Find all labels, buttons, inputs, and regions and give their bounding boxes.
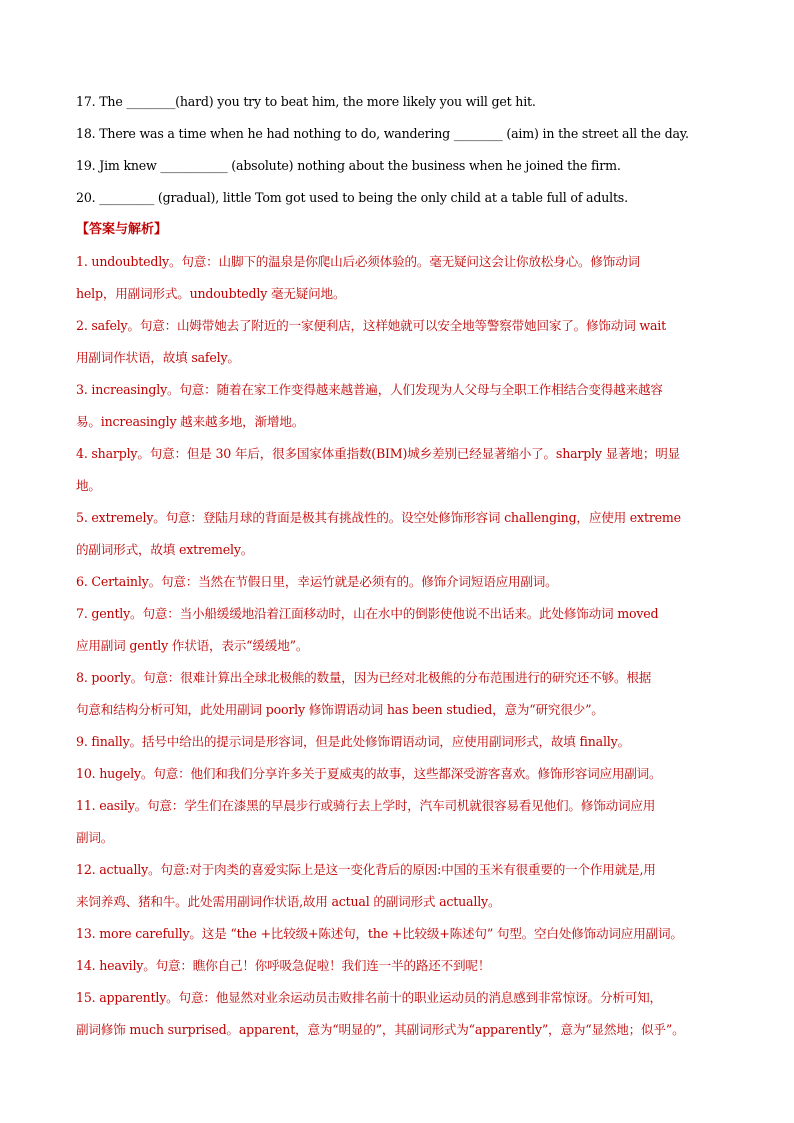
answer-line: help，用副词形式。undoubtedly 毫无疑问地。	[76, 286, 346, 301]
answer-line: 副词。	[76, 830, 114, 845]
answer-item-9	[76, 726, 718, 758]
answer-line: 地。	[76, 478, 101, 493]
answer-line: 应用副词 gently 作状语，表示“缓缓地”。	[76, 638, 309, 653]
answer-item-8	[76, 662, 718, 726]
answer-line: 用副词作状语，故填 safely。	[76, 350, 240, 365]
question-19: 19. Jim knew ___________ (absolute) nothing about the business when he joined the firm.	[76, 158, 621, 173]
answer-line: 副词修饰 much surprised。apparent，意为“明显的”，其副词形式为“apparently”，意为“显然地；似乎”。	[76, 1022, 685, 1037]
answer-line: 9. finally。括号中给出的提示词是形容词，但是此处修饰谓语动词，应使用副词形式，故填 finally。	[76, 734, 630, 749]
question-18: 18. There was a time when he had nothing to do, wandering ________ (aim) in the street all the day.	[76, 126, 689, 141]
answer-item-15	[76, 982, 718, 1046]
answer-item-7	[76, 598, 718, 662]
answer-line: 6. Certainly。句意：当然在节假日里，幸运竹就是必须有的。修饰介词短语应用副词。	[76, 574, 558, 589]
answer-line: 的副词形式，故填 extremely。	[76, 542, 254, 557]
answer-item-2	[76, 310, 718, 374]
answer-line: 12. actually。句意:对于肉类的喜爱实际上是这一变化背后的原因:中国的玉米有很重要的一个作用就是,用	[76, 862, 656, 877]
answer-line: 4. sharply。句意：但是 30 年后，很多国家体重指数(BIM)城乡差别已经显著缩小了。sharply 显著地；明显	[76, 446, 680, 461]
question-list	[76, 86, 718, 214]
answer-item-3	[76, 374, 718, 438]
answer-list	[76, 246, 718, 1046]
answer-line: 易。increasingly 越来越多地，渐增地。	[76, 414, 305, 429]
answer-item-1	[76, 246, 718, 310]
answer-line: 14. heavily。句意：瞧你自己！你呼吸急促啦！我们连一半的路还不到呢！	[76, 958, 491, 973]
answer-item-4	[76, 438, 718, 502]
question-17: 17. The ________(hard) you try to beat him, the more likely you will get hit.	[76, 94, 536, 109]
answer-line: 来饲养鸡、猪和牛。此处需用副词作状语,故用 actual 的副词形式 actually。	[76, 894, 501, 909]
answer-item-13	[76, 918, 718, 950]
answer-line: 11. easily。句意：学生们在漆黑的早晨步行或骑行去上学时，汽车司机就很容易看见他们。修饰动词应用	[76, 798, 656, 813]
answer-line: 5. extremely。句意：登陆月球的背面是极其有挑战性的。设空处修饰形容词 challenging，应使用 extreme	[76, 510, 681, 525]
answer-item-12	[76, 854, 718, 918]
answer-item-10	[76, 758, 718, 790]
answer-line: 15. apparently。句意：他显然对业余运动员击败排名前十的职业运动员的消息感到非常惊讶。分析可知，	[76, 990, 662, 1005]
answer-line: 8. poorly。句意：很难计算出全球北极熊的数量，因为已经对北极熊的分布范围进行的研究还不够。根据	[76, 670, 652, 685]
answer-line: 7. gently。句意：当小船缓缓地沿着江面移动时，山在水中的倒影使他说不出话来。此处修饰动词 moved	[76, 606, 659, 621]
answer-item-14	[76, 950, 718, 982]
answer-line: 10. hugely。句意：他们和我们分享许多关于夏威夷的故事，这些都深受游客喜欢。修饰形容词应用副词。	[76, 766, 662, 781]
answer-line: 句意和结构分析可知，此处用副词 poorly 修饰谓语动词 has been studied，意为“研究很少”。	[76, 702, 604, 717]
answer-line: 2. safely。句意：山姆带她去了附近的一家便利店，这样她就可以安全地等警察带她回家了。修饰动词 wait	[76, 318, 666, 333]
answer-heading: 【答案与解析】	[76, 222, 168, 237]
answer-item-6	[76, 566, 718, 598]
answer-line: 13. more carefully。这是 “the +比较级+陈述句，the +比较级+陈述句” 句型。空白处修饰动词应用副词。	[76, 926, 683, 941]
answer-line: 1. undoubtedly。句意：山脚下的温泉是你爬山后必须体验的。毫无疑问这会让你放松身心。修饰动词	[76, 254, 640, 269]
question-20: 20. _________ (gradual), little Tom got used to being the only child at a table full of adults.	[76, 190, 628, 205]
answer-line: 3. increasingly。句意：随着在家工作变得越来越普遍，人们发现为人父母与全职工作相结合变得越来越容	[76, 382, 663, 397]
answer-item-11	[76, 790, 718, 854]
answer-item-5	[76, 502, 718, 566]
